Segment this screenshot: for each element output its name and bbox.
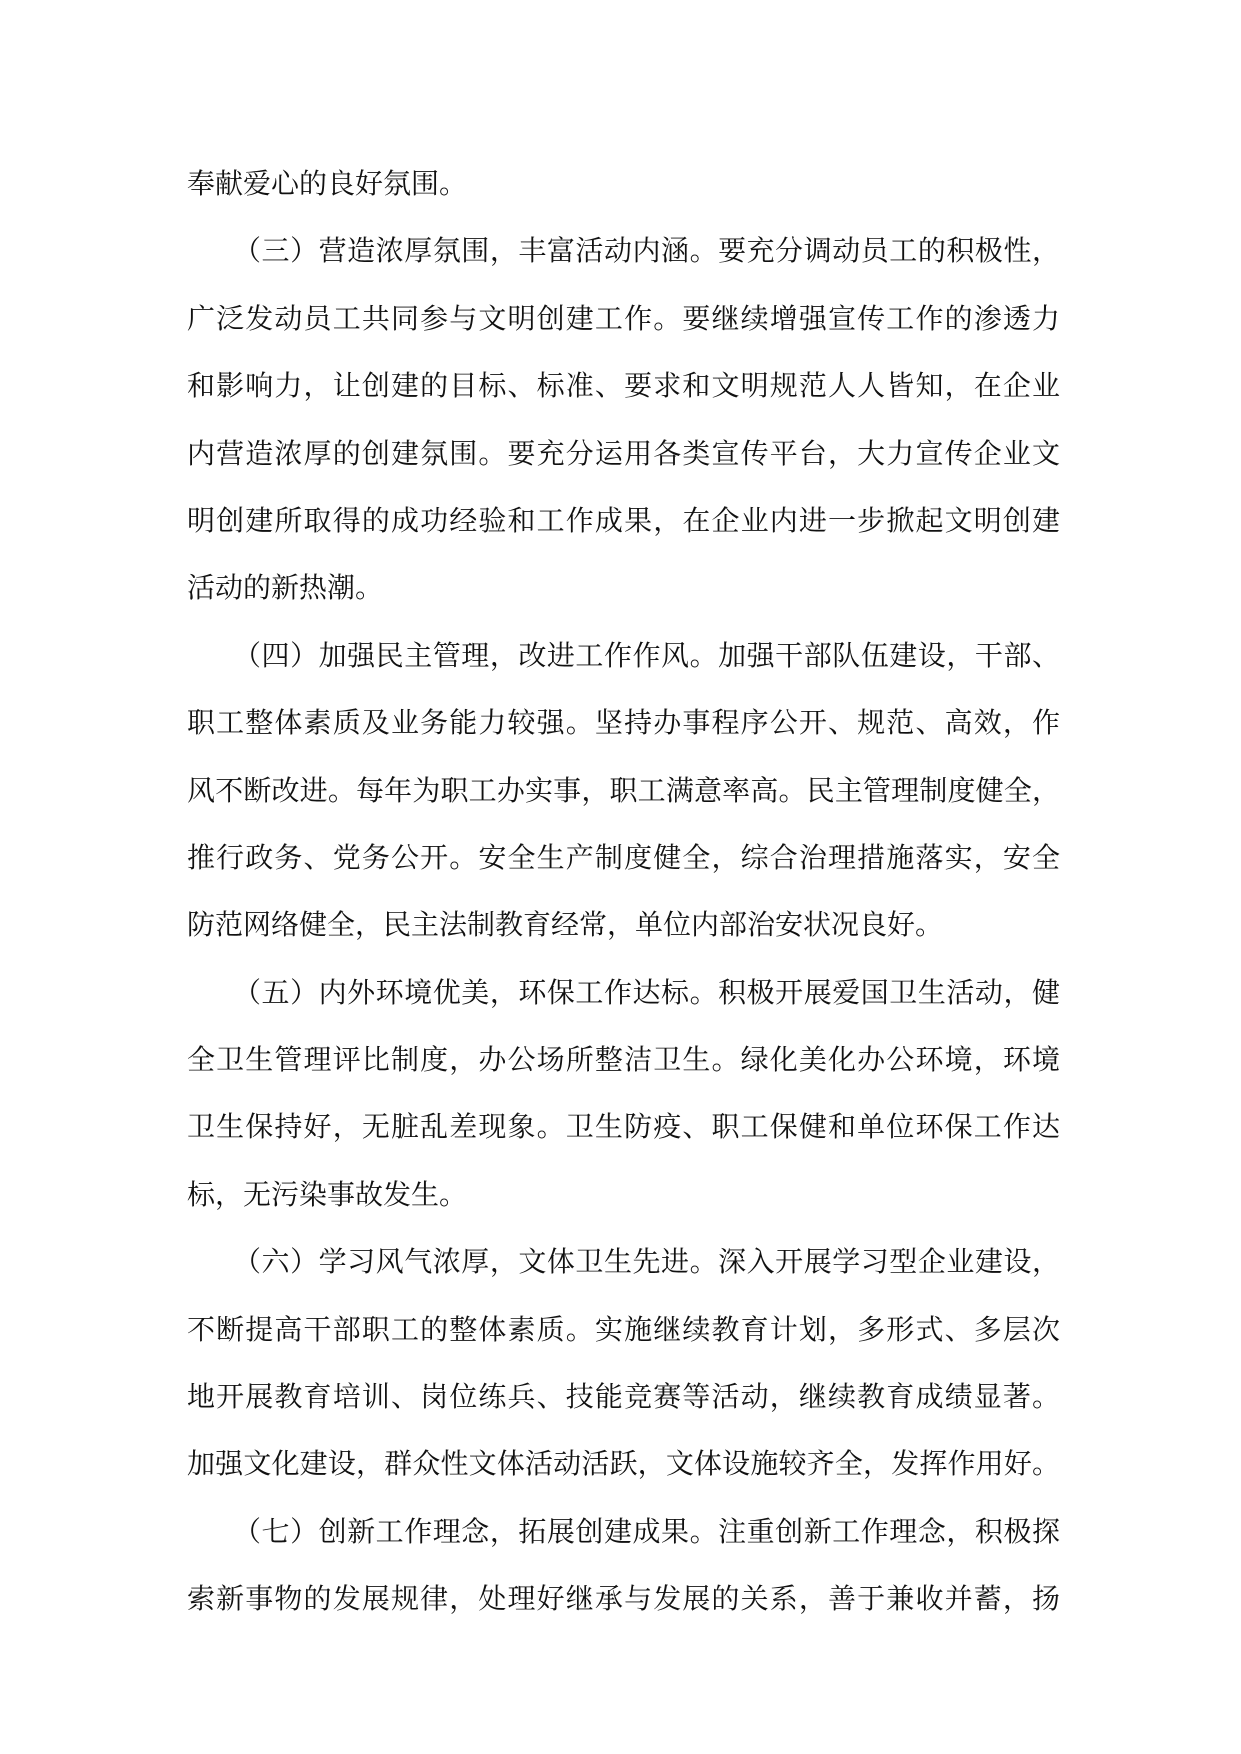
document-body	[187, 150, 1060, 1633]
text-line: 防范网络健全，民主法制教育经常，单位内部治安状况良好。	[187, 908, 944, 942]
paragraph-first-line: （五）内外环境优美，环保工作达标。积极开展爱国卫生活动，健	[233, 975, 1060, 1009]
text-line: 不断提高干部职工的整体素质。实施继续教育计划，多形式、多层次	[187, 1312, 1060, 1346]
text-line: 明创建所取得的成功经验和工作成果，在企业内进一步掀起文明创建	[187, 503, 1060, 537]
text-line: 内营造浓厚的创建氛围。要充分运用各类宣传平台，大力宣传企业文	[187, 436, 1060, 470]
text-line: 职工整体素质及业务能力较强。坚持办事程序公开、规范、高效，作	[187, 706, 1060, 740]
text-line: 推行政务、党务公开。安全生产制度健全，综合治理措施落实，安全	[187, 840, 1060, 874]
paragraph-first-line: （六）学习风气浓厚，文体卫生先进。深入开展学习型企业建设，	[233, 1245, 1060, 1279]
text-line: 奉献爱心的良好氛围。	[187, 167, 468, 200]
text-line: 和影响力，让创建的目标、标准、要求和文明规范人人皆知，在企业	[187, 369, 1060, 403]
text-line: 活动的新热潮。	[187, 571, 384, 605]
paragraph-first-line: （三）营造浓厚氛围，丰富活动内涵。要充分调动员工的积极性，	[233, 234, 1060, 268]
text-line: 全卫生管理评比制度，办公场所整洁卫生。绿化美化办公环境，环境	[187, 1043, 1060, 1077]
text-line: 地开展教育培训、岗位练兵、技能竞赛等活动，继续教育成绩显著。	[187, 1380, 1060, 1414]
text-line: 卫生保持好，无脏乱差现象。卫生防疫、职工保健和单位环保工作达	[187, 1110, 1060, 1144]
paragraph-first-line: （七）创新工作理念，拓展创建成果。注重创新工作理念，积极探	[233, 1514, 1060, 1548]
paragraph-first-line: （四）加强民主管理，改进工作作风。加强干部队伍建设，干部、	[233, 638, 1060, 672]
text-line: 索新事物的发展规律，处理好继承与发展的关系，善于兼收并蓄，扬	[187, 1582, 1060, 1616]
text-line: 标，无污染事故发生。	[187, 1177, 468, 1211]
text-line: 加强文化建设，群众性文体活动活跃，文体设施较齐全，发挥作用好。	[187, 1447, 1060, 1481]
text-line: 广泛发动员工共同参与文明创建工作。要继续增强宣传工作的渗透力	[187, 301, 1060, 335]
text-line: 风不断改进。每年为职工办实事，职工满意率高。民主管理制度健全，	[187, 773, 1060, 807]
